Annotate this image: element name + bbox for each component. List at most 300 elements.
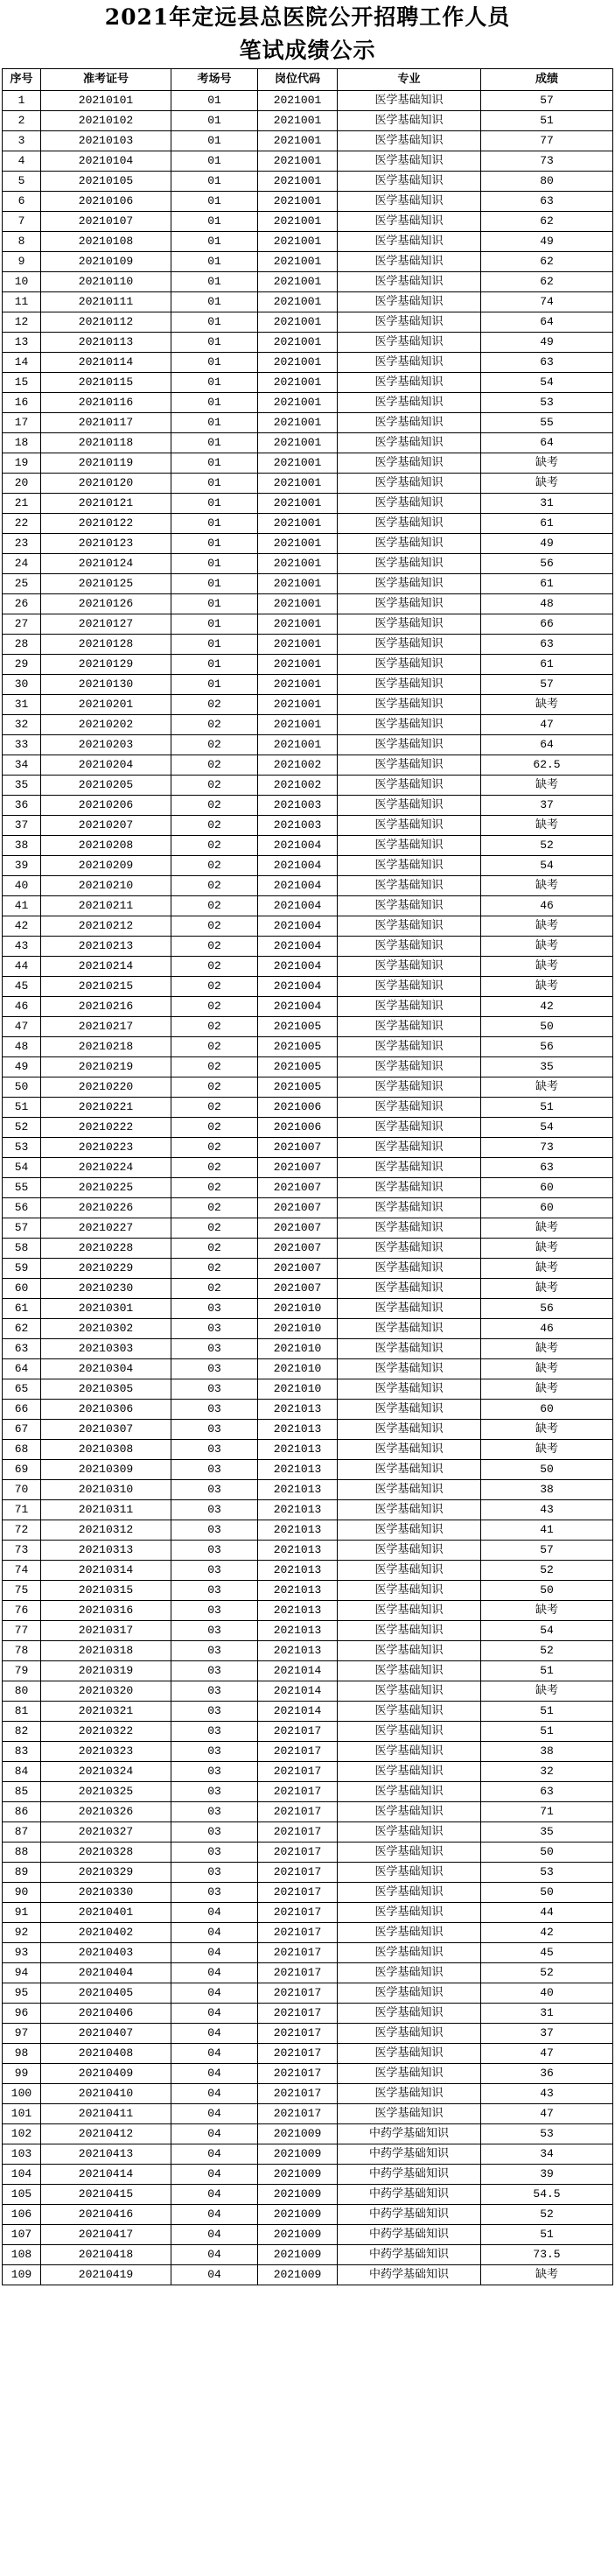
cell-exam-id: 20210113 <box>41 333 171 353</box>
cell-major: 医学基础知识 <box>338 1259 481 1279</box>
cell-major: 医学基础知识 <box>338 997 481 1017</box>
cell-exam-id: 20210318 <box>41 1641 171 1661</box>
table-row <box>3 1017 613 1037</box>
table-row <box>3 2044 613 2064</box>
cell-room: 01 <box>171 614 258 635</box>
cell-post-code: 2021005 <box>258 1037 338 1057</box>
cell-exam-id: 20210215 <box>41 977 171 997</box>
cell-seq: 11 <box>3 292 41 312</box>
cell-exam-id: 20210206 <box>41 796 171 816</box>
cell-score: 缺考 <box>481 695 613 715</box>
table-row <box>3 635 613 655</box>
cell-post-code: 2021007 <box>258 1198 338 1218</box>
cell-room: 02 <box>171 957 258 977</box>
table-row <box>3 111 613 131</box>
cell-score: 47 <box>481 2104 613 2124</box>
cell-score: 56 <box>481 554 613 574</box>
cell-post-code: 2021017 <box>258 2064 338 2084</box>
cell-exam-id: 20210330 <box>41 1883 171 1903</box>
cell-seq: 108 <box>3 2245 41 2265</box>
table-row <box>3 2104 613 2124</box>
cell-major: 医学基础知识 <box>338 353 481 373</box>
table-row <box>3 695 613 715</box>
cell-score: 54 <box>481 1118 613 1138</box>
cell-major: 医学基础知识 <box>338 554 481 574</box>
cell-room: 02 <box>171 796 258 816</box>
cell-exam-id: 20210216 <box>41 997 171 1017</box>
table-row <box>3 2024 613 2044</box>
cell-post-code: 2021010 <box>258 1319 338 1339</box>
cell-major: 医学基础知识 <box>338 1883 481 1903</box>
cell-room: 02 <box>171 715 258 735</box>
cell-seq: 106 <box>3 2205 41 2225</box>
cell-seq: 96 <box>3 2004 41 2024</box>
cell-major: 医学基础知识 <box>338 1178 481 1198</box>
cell-post-code: 2021001 <box>258 151 338 172</box>
cell-seq: 1 <box>3 91 41 111</box>
cell-exam-id: 20210108 <box>41 232 171 252</box>
cell-seq: 37 <box>3 816 41 836</box>
cell-room: 02 <box>171 876 258 896</box>
cell-score: 缺考 <box>481 453 613 474</box>
cell-seq: 72 <box>3 1520 41 1541</box>
cell-major: 医学基础知识 <box>338 796 481 816</box>
cell-post-code: 2021017 <box>258 1943 338 1963</box>
cell-seq: 69 <box>3 1460 41 1480</box>
cell-room: 04 <box>171 2024 258 2044</box>
cell-exam-id: 20210102 <box>41 111 171 131</box>
table-row <box>3 594 613 614</box>
cell-score: 56 <box>481 1037 613 1057</box>
cell-exam-id: 20210224 <box>41 1158 171 1178</box>
table-row <box>3 776 613 796</box>
cell-post-code: 2021004 <box>258 916 338 937</box>
cell-room: 02 <box>171 1279 258 1299</box>
cell-room: 02 <box>171 1037 258 1057</box>
cell-exam-id: 20210203 <box>41 735 171 755</box>
cell-score: 50 <box>481 1843 613 1863</box>
cell-score: 47 <box>481 2044 613 2064</box>
cell-post-code: 2021013 <box>258 1561 338 1581</box>
cell-score: 缺考 <box>481 1379 613 1400</box>
table-row <box>3 494 613 514</box>
cell-major: 医学基础知识 <box>338 131 481 151</box>
cell-score: 46 <box>481 896 613 916</box>
cell-post-code: 2021001 <box>258 353 338 373</box>
cell-seq: 91 <box>3 1903 41 1923</box>
table-row <box>3 413 613 433</box>
cell-post-code: 2021013 <box>258 1621 338 1641</box>
cell-score: 54.5 <box>481 2185 613 2205</box>
cell-major: 医学基础知识 <box>338 1460 481 1480</box>
cell-score: 60 <box>481 1178 613 1198</box>
table-row <box>3 876 613 896</box>
cell-exam-id: 20210418 <box>41 2245 171 2265</box>
cell-room: 04 <box>171 2144 258 2165</box>
cell-room: 02 <box>171 896 258 916</box>
cell-room: 01 <box>171 353 258 373</box>
cell-major: 医学基础知识 <box>338 1520 481 1541</box>
cell-room: 04 <box>171 2044 258 2064</box>
cell-major: 医学基础知识 <box>338 655 481 675</box>
table-row <box>3 997 613 1017</box>
cell-score: 39 <box>481 2165 613 2185</box>
table-row <box>3 554 613 574</box>
cell-seq: 33 <box>3 735 41 755</box>
cell-major: 医学基础知识 <box>338 1702 481 1722</box>
title-line-1: 2021年定远县总医院公开招聘工作人员 <box>104 4 511 30</box>
cell-score: 61 <box>481 655 613 675</box>
cell-post-code: 2021001 <box>258 534 338 554</box>
cell-room: 03 <box>171 1520 258 1541</box>
cell-exam-id: 20210311 <box>41 1500 171 1520</box>
cell-major: 医学基础知识 <box>338 856 481 876</box>
cell-post-code: 2021017 <box>258 1762 338 1782</box>
cell-seq: 70 <box>3 1480 41 1500</box>
cell-seq: 26 <box>3 594 41 614</box>
cell-major: 医学基础知识 <box>338 1802 481 1822</box>
cell-exam-id: 20210403 <box>41 1943 171 1963</box>
cell-score: 50 <box>481 1017 613 1037</box>
table-row <box>3 1661 613 1681</box>
cell-score: 缺考 <box>481 1077 613 1098</box>
cell-major: 医学基础知识 <box>338 474 481 494</box>
cell-exam-id: 20210402 <box>41 1923 171 1943</box>
cell-post-code: 2021009 <box>258 2205 338 2225</box>
cell-exam-id: 20210126 <box>41 594 171 614</box>
cell-seq: 17 <box>3 413 41 433</box>
table-row <box>3 796 613 816</box>
cell-seq: 35 <box>3 776 41 796</box>
table-row <box>3 1440 613 1460</box>
cell-post-code: 2021017 <box>258 1722 338 1742</box>
cell-seq: 54 <box>3 1158 41 1178</box>
cell-room: 04 <box>171 2064 258 2084</box>
table-row <box>3 1742 613 1762</box>
cell-exam-id: 20210119 <box>41 453 171 474</box>
cell-exam-id: 20210409 <box>41 2064 171 2084</box>
cell-post-code: 2021009 <box>258 2144 338 2165</box>
cell-room: 01 <box>171 554 258 574</box>
cell-exam-id: 20210104 <box>41 151 171 172</box>
cell-major: 医学基础知识 <box>338 614 481 635</box>
cell-room: 03 <box>171 1702 258 1722</box>
cell-seq: 34 <box>3 755 41 776</box>
cell-score: 55 <box>481 413 613 433</box>
cell-room: 01 <box>171 453 258 474</box>
cell-seq: 9 <box>3 252 41 272</box>
cell-room: 03 <box>171 1621 258 1641</box>
cell-room: 03 <box>171 1561 258 1581</box>
cell-room: 01 <box>171 413 258 433</box>
cell-score: 35 <box>481 1822 613 1843</box>
cell-seq: 44 <box>3 957 41 977</box>
table-row <box>3 474 613 494</box>
table-row <box>3 1259 613 1279</box>
cell-seq: 95 <box>3 1983 41 2004</box>
cell-major: 医学基础知识 <box>338 957 481 977</box>
table-row <box>3 735 613 755</box>
cell-seq: 109 <box>3 2265 41 2285</box>
cell-major: 医学基础知识 <box>338 534 481 554</box>
cell-exam-id: 20210326 <box>41 1802 171 1822</box>
cell-room: 03 <box>171 1379 258 1400</box>
cell-room: 01 <box>171 151 258 172</box>
cell-post-code: 2021007 <box>258 1138 338 1158</box>
cell-room: 01 <box>171 474 258 494</box>
cell-major: 医学基础知识 <box>338 151 481 172</box>
cell-room: 01 <box>171 655 258 675</box>
cell-room: 01 <box>171 252 258 272</box>
cell-major: 医学基础知识 <box>338 91 481 111</box>
cell-major: 医学基础知识 <box>338 1239 481 1259</box>
header-post-code: 岗位代码 <box>258 69 338 91</box>
cell-score: 缺考 <box>481 876 613 896</box>
cell-major: 医学基础知识 <box>338 916 481 937</box>
cell-exam-id: 20210230 <box>41 1279 171 1299</box>
cell-post-code: 2021005 <box>258 1057 338 1077</box>
cell-seq: 12 <box>3 312 41 333</box>
table-row <box>3 373 613 393</box>
cell-post-code: 2021017 <box>258 1883 338 1903</box>
cell-exam-id: 20210416 <box>41 2205 171 2225</box>
cell-seq: 85 <box>3 1782 41 1802</box>
cell-post-code: 2021017 <box>258 1923 338 1943</box>
table-row <box>3 433 613 453</box>
cell-major: 医学基础知识 <box>338 1541 481 1561</box>
cell-post-code: 2021001 <box>258 252 338 272</box>
cell-room: 01 <box>171 91 258 111</box>
cell-major: 医学基础知识 <box>338 1782 481 1802</box>
cell-exam-id: 20210321 <box>41 1702 171 1722</box>
cell-seq: 18 <box>3 433 41 453</box>
cell-score: 缺考 <box>481 474 613 494</box>
cell-score: 48 <box>481 594 613 614</box>
cell-major: 医学基础知识 <box>338 675 481 695</box>
cell-exam-id: 20210315 <box>41 1581 171 1601</box>
cell-seq: 103 <box>3 2144 41 2165</box>
cell-exam-id: 20210125 <box>41 574 171 594</box>
cell-room: 02 <box>171 997 258 1017</box>
cell-post-code: 2021017 <box>258 2044 338 2064</box>
cell-room: 03 <box>171 1581 258 1601</box>
cell-major: 医学基础知识 <box>338 2004 481 2024</box>
cell-exam-id: 20210110 <box>41 272 171 292</box>
cell-score: 42 <box>481 1923 613 1943</box>
table-row <box>3 916 613 937</box>
cell-major: 医学基础知识 <box>338 1299 481 1319</box>
cell-score: 47 <box>481 715 613 735</box>
cell-room: 02 <box>171 1017 258 1037</box>
cell-score: 64 <box>481 735 613 755</box>
cell-seq: 57 <box>3 1218 41 1239</box>
cell-post-code: 2021010 <box>258 1359 338 1379</box>
cell-exam-id: 20210309 <box>41 1460 171 1480</box>
cell-exam-id: 20210115 <box>41 373 171 393</box>
cell-exam-id: 20210103 <box>41 131 171 151</box>
cell-post-code: 2021010 <box>258 1379 338 1400</box>
cell-seq: 52 <box>3 1118 41 1138</box>
cell-post-code: 2021001 <box>258 695 338 715</box>
cell-room: 04 <box>171 2084 258 2104</box>
cell-seq: 46 <box>3 997 41 1017</box>
table-row <box>3 192 613 212</box>
cell-seq: 7 <box>3 212 41 232</box>
cell-major: 医学基础知识 <box>338 2104 481 2124</box>
cell-exam-id: 20210201 <box>41 695 171 715</box>
cell-room: 04 <box>171 1903 258 1923</box>
cell-exam-id: 20210124 <box>41 554 171 574</box>
cell-seq: 3 <box>3 131 41 151</box>
header-exam-id: 准考证号 <box>41 69 171 91</box>
cell-exam-id: 20210413 <box>41 2144 171 2165</box>
cell-post-code: 2021003 <box>258 796 338 816</box>
cell-seq: 67 <box>3 1420 41 1440</box>
cell-major: 医学基础知识 <box>338 1681 481 1702</box>
cell-major: 医学基础知识 <box>338 1903 481 1923</box>
cell-score: 62 <box>481 272 613 292</box>
cell-room: 01 <box>171 192 258 212</box>
table-row <box>3 836 613 856</box>
cell-seq: 60 <box>3 1279 41 1299</box>
cell-seq: 61 <box>3 1299 41 1319</box>
cell-major: 医学基础知识 <box>338 1863 481 1883</box>
table-row <box>3 2084 613 2104</box>
table-row <box>3 1118 613 1138</box>
table-row <box>3 1903 613 1923</box>
cell-seq: 63 <box>3 1339 41 1359</box>
cell-major: 医学基础知识 <box>338 1118 481 1138</box>
table-row <box>3 614 613 635</box>
cell-score: 42 <box>481 997 613 1017</box>
cell-score: 56 <box>481 1299 613 1319</box>
cell-major: 医学基础知识 <box>338 1843 481 1863</box>
table-header <box>3 69 613 91</box>
cell-room: 04 <box>171 2004 258 2024</box>
cell-score: 41 <box>481 1520 613 1541</box>
cell-room: 01 <box>171 635 258 655</box>
cell-seq: 40 <box>3 876 41 896</box>
cell-post-code: 2021001 <box>258 574 338 594</box>
cell-room: 03 <box>171 1802 258 1822</box>
cell-room: 03 <box>171 1500 258 1520</box>
cell-exam-id: 20210207 <box>41 816 171 836</box>
cell-major: 医学基础知识 <box>338 594 481 614</box>
cell-room: 01 <box>171 574 258 594</box>
cell-post-code: 2021014 <box>258 1702 338 1722</box>
cell-major: 医学基础知识 <box>338 1480 481 1500</box>
table-row <box>3 1138 613 1158</box>
table-row <box>3 1500 613 1520</box>
cell-seq: 14 <box>3 353 41 373</box>
cell-score: 61 <box>481 514 613 534</box>
cell-post-code: 2021013 <box>258 1480 338 1500</box>
cell-major: 医学基础知识 <box>338 836 481 856</box>
cell-exam-id: 20210118 <box>41 433 171 453</box>
cell-post-code: 2021004 <box>258 836 338 856</box>
table-row <box>3 1460 613 1480</box>
cell-score: 38 <box>481 1480 613 1500</box>
cell-major: 医学基础知识 <box>338 292 481 312</box>
header-major: 专业 <box>338 69 481 91</box>
cell-room: 02 <box>171 1218 258 1239</box>
cell-major: 医学基础知识 <box>338 1098 481 1118</box>
cell-room: 03 <box>171 1299 258 1319</box>
cell-score: 74 <box>481 292 613 312</box>
cell-room: 02 <box>171 856 258 876</box>
table-row <box>3 1319 613 1339</box>
table-row <box>3 353 613 373</box>
table-row <box>3 333 613 353</box>
cell-major: 医学基础知识 <box>338 1319 481 1339</box>
table-row <box>3 453 613 474</box>
cell-seq: 93 <box>3 1943 41 1963</box>
cell-exam-id: 20210122 <box>41 514 171 534</box>
cell-room: 02 <box>171 1057 258 1077</box>
cell-room: 01 <box>171 514 258 534</box>
cell-exam-id: 20210312 <box>41 1520 171 1541</box>
table-row <box>3 2124 613 2144</box>
table-row <box>3 1883 613 1903</box>
cell-post-code: 2021013 <box>258 1400 338 1420</box>
cell-major: 医学基础知识 <box>338 735 481 755</box>
cell-seq: 84 <box>3 1762 41 1782</box>
cell-seq: 29 <box>3 655 41 675</box>
cell-seq: 15 <box>3 373 41 393</box>
cell-exam-id: 20210319 <box>41 1661 171 1681</box>
table-row <box>3 1339 613 1359</box>
cell-score: 63 <box>481 192 613 212</box>
cell-exam-id: 20210205 <box>41 776 171 796</box>
cell-seq: 58 <box>3 1239 41 1259</box>
cell-exam-id: 20210223 <box>41 1138 171 1158</box>
cell-exam-id: 20210322 <box>41 1722 171 1742</box>
cell-score: 63 <box>481 635 613 655</box>
cell-score: 缺考 <box>481 977 613 997</box>
table-row <box>3 91 613 111</box>
cell-post-code: 2021006 <box>258 1098 338 1118</box>
table-row <box>3 2225 613 2245</box>
cell-room: 03 <box>171 1641 258 1661</box>
cell-score: 57 <box>481 675 613 695</box>
cell-major: 医学基础知识 <box>338 1400 481 1420</box>
cell-post-code: 2021007 <box>258 1239 338 1259</box>
cell-exam-id: 20210317 <box>41 1621 171 1641</box>
table-row <box>3 1963 613 1983</box>
cell-major: 中药学基础知识 <box>338 2225 481 2245</box>
cell-exam-id: 20210323 <box>41 1742 171 1762</box>
table-row <box>3 1702 613 1722</box>
cell-exam-id: 20210214 <box>41 957 171 977</box>
cell-room: 04 <box>171 2165 258 2185</box>
cell-major: 医学基础知识 <box>338 977 481 997</box>
table-row <box>3 574 613 594</box>
cell-seq: 27 <box>3 614 41 635</box>
table-row <box>3 1420 613 1440</box>
cell-exam-id: 20210116 <box>41 393 171 413</box>
cell-score: 49 <box>481 333 613 353</box>
cell-seq: 4 <box>3 151 41 172</box>
cell-major: 医学基础知识 <box>338 574 481 594</box>
cell-score: 缺考 <box>481 1420 613 1440</box>
cell-room: 02 <box>171 1118 258 1138</box>
cell-seq: 16 <box>3 393 41 413</box>
header-room: 考场号 <box>171 69 258 91</box>
cell-seq: 25 <box>3 574 41 594</box>
cell-post-code: 2021017 <box>258 2004 338 2024</box>
cell-score: 53 <box>481 1863 613 1883</box>
cell-exam-id: 20210408 <box>41 2044 171 2064</box>
